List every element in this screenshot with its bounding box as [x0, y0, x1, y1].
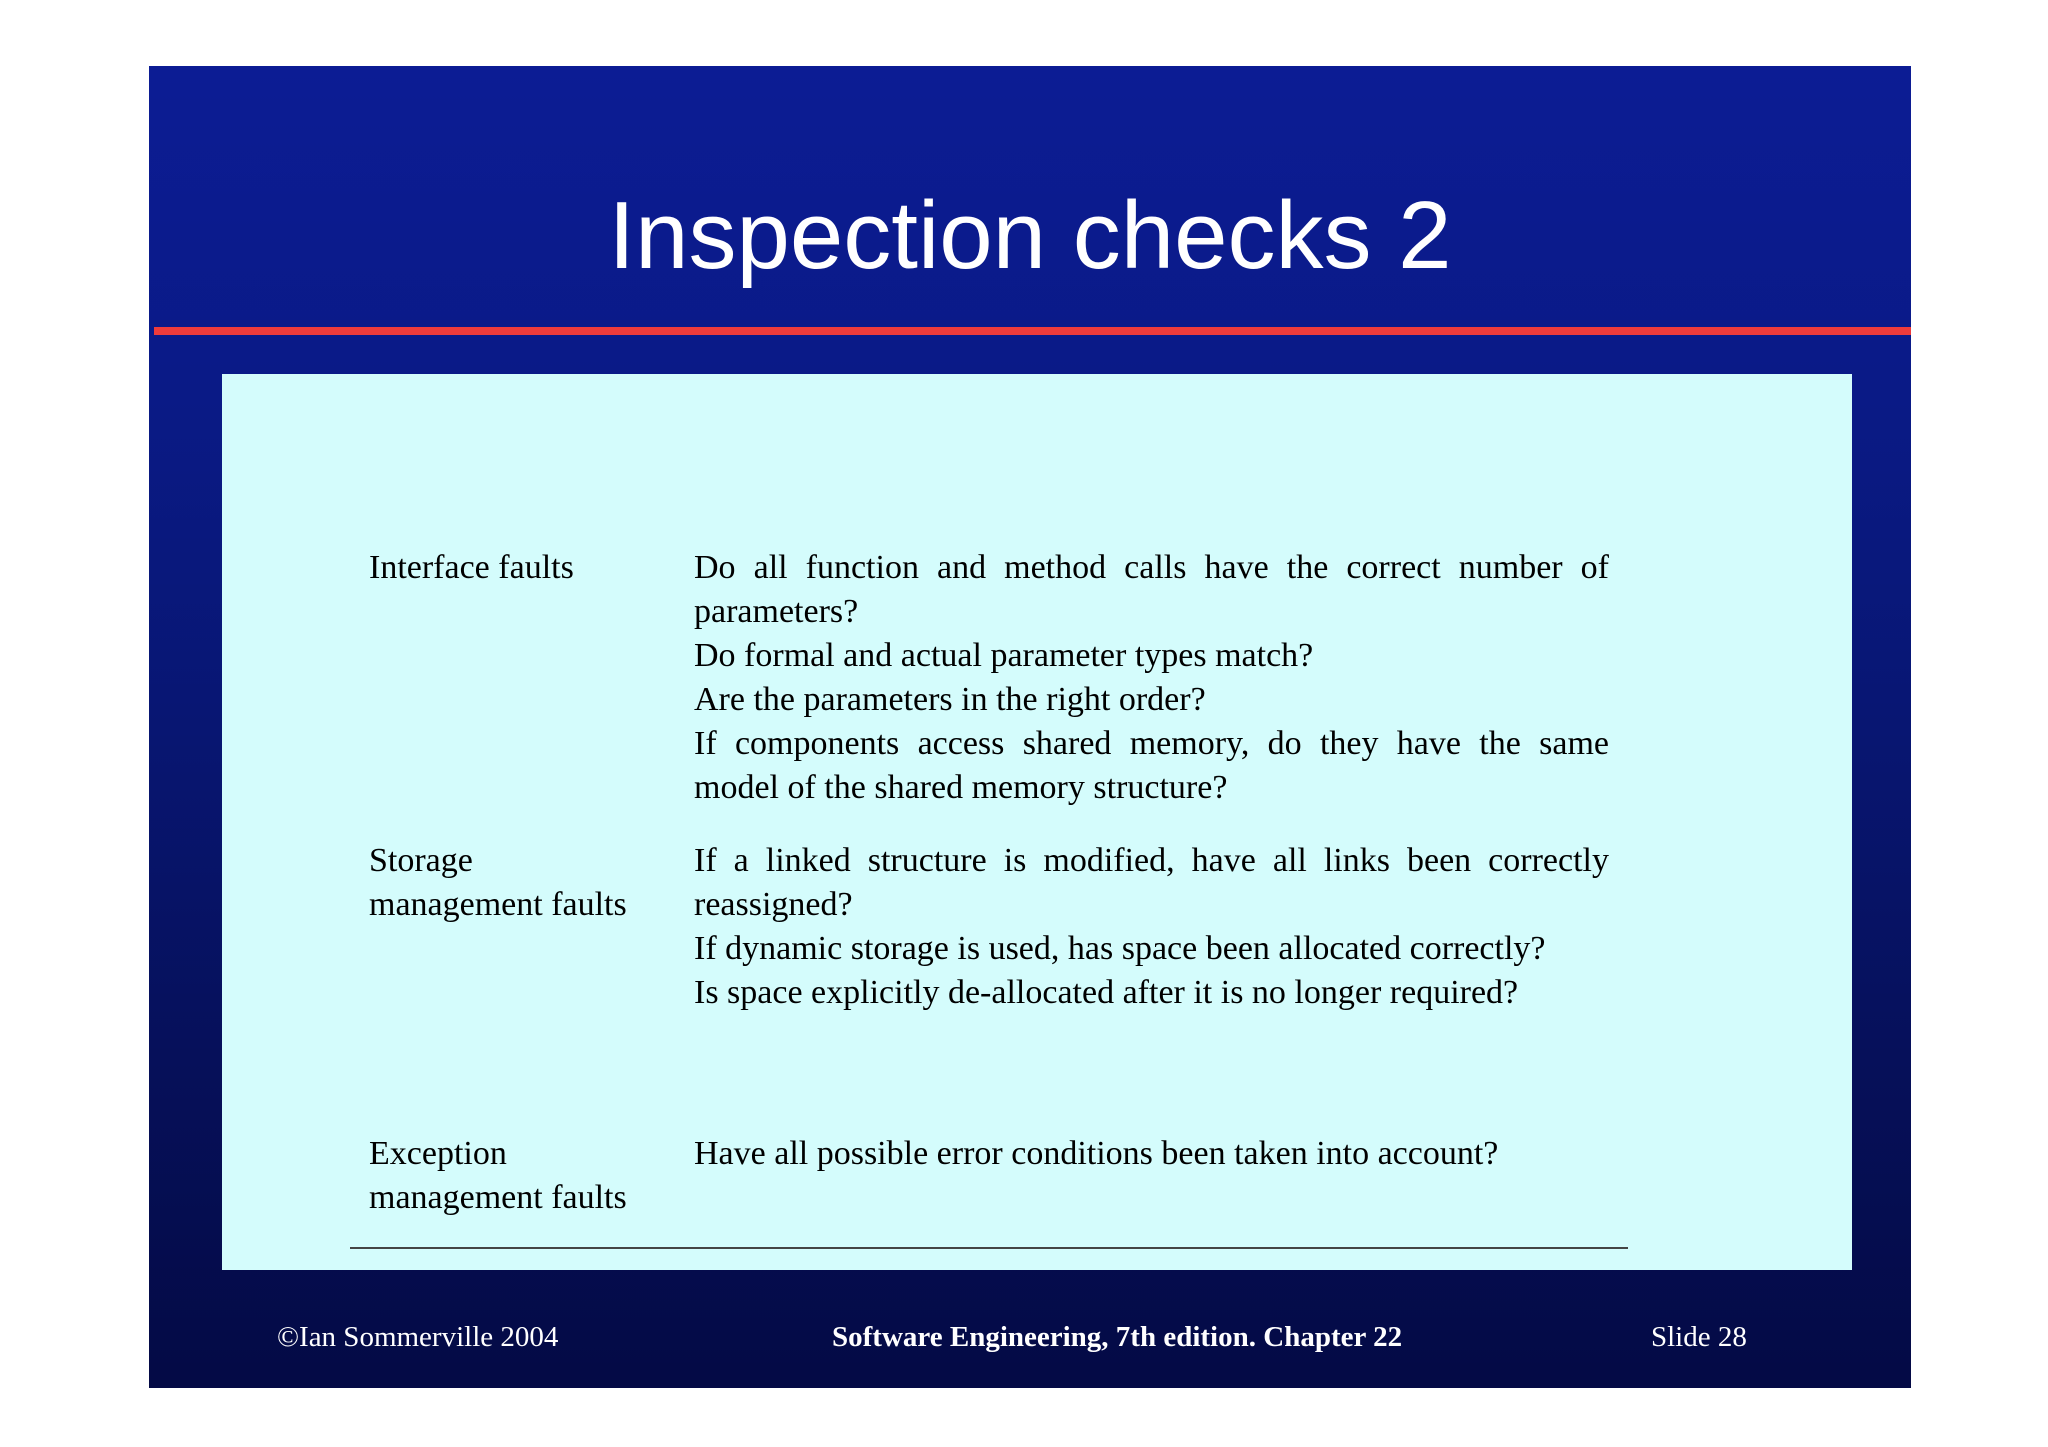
fault-class-label: Exception management faults: [369, 1135, 627, 1216]
check-item: If a linked structure is modified, have all links been correctly reassigned?: [694, 842, 1609, 923]
inspection-checks: [694, 546, 1609, 810]
table-bottom-rule: [350, 1247, 1628, 1249]
title-divider: [154, 327, 1911, 335]
fault-class-label: Storage management faults: [369, 842, 627, 923]
check-item: Is space explicitly de-allocated after it is no longer required?: [694, 974, 1519, 1011]
fault-class-label: Interface faults: [369, 549, 574, 586]
slide-title: Inspection checks 2: [608, 182, 1452, 289]
check-item: If components access shared memory, do they have the same model of the shared memory structure?: [694, 725, 1609, 806]
content-panel: [222, 374, 1852, 1270]
check-item: Are the parameters in the right order?: [694, 681, 1206, 718]
slide: [149, 66, 1911, 1388]
footer-copyright: ©Ian Sommerville 2004: [277, 1321, 559, 1353]
footer-slide-number: Slide 28: [1651, 1321, 1747, 1353]
inspection-checks: [694, 1132, 1609, 1176]
check-item: Do all function and method calls have the correct number of parameters?: [694, 549, 1609, 630]
check-item: Have all possible error conditions been taken into account?: [694, 1135, 1499, 1172]
footer-book-title: Software Engineering, 7th edition. Chapter 22: [832, 1321, 1403, 1353]
check-item: Do formal and actual parameter types match?: [694, 637, 1314, 674]
check-item: If dynamic storage is used, has space been allocated correctly?: [694, 930, 1546, 967]
inspection-checks: [694, 839, 1609, 1015]
